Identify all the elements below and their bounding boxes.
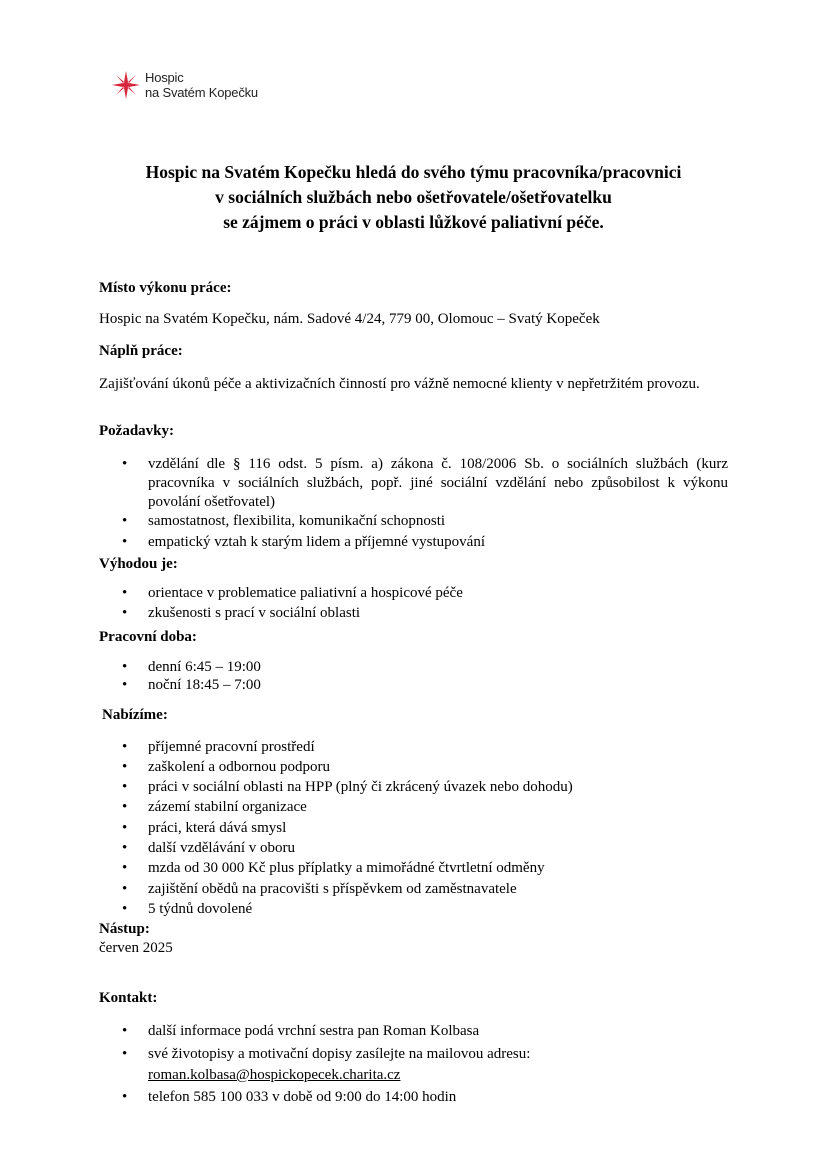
advantage-heading: Výhodou je: [99, 556, 178, 572]
contact-item-2: své životopisy a motivační dopisy zasílejte na mailovou adresu: [148, 1046, 531, 1062]
contact-item-3: telefon 585 100 033 v době od 9:00 do 14:00 hodin [148, 1089, 457, 1105]
bullet-icon: • [122, 739, 128, 755]
requirement-item-2: samostatnost, flexibilita, komunikační schopnosti [148, 513, 446, 529]
headline-line-1: Hospic na Svatém Kopečku hledá do svého týmu pracovníka/pracovnici [145, 162, 682, 182]
advantage-item-2: zkušenosti s prací v sociální oblasti [148, 605, 361, 621]
bullet-icon: • [122, 881, 128, 897]
duties-heading: Náplň práce: [99, 343, 183, 359]
requirements-heading: Požadavky: [99, 423, 174, 439]
logo [111, 70, 258, 100]
bullet-icon: • [122, 585, 128, 601]
contact-item-1: další informace podá vrchní sestra pan Roman Kolbasa [148, 1023, 480, 1039]
offer-item-9: 5 týdnů dovolené [148, 901, 253, 917]
duties-text: Zajišťování úkonů péče a aktivizačních činností pro vážně nemocné klienty v nepřetržitém provozu. [99, 376, 700, 392]
hours-heading: Pracovní doba: [99, 629, 197, 645]
contact-heading: Kontakt: [99, 990, 158, 1006]
start-heading: Nástup: [99, 921, 150, 937]
hours-item-2: noční 18:45 – 7:00 [148, 677, 261, 693]
headline-line-3: se zájmem o práci v oblasti lůžkové paliativní péče. [223, 212, 604, 232]
logo-line-1: Hospic [145, 70, 184, 85]
offer-item-1: příjemné pracovní prostředí [148, 739, 315, 755]
contact-email-link[interactable]: roman.kolbasa@hospickopecek.charita.cz [148, 1067, 401, 1083]
requirement-item-1: vzdělání dle § 116 odst. 5 písm. a) zákona č. 108/2006 Sb. o sociálních službách (kurz pracovníka v sociálních službách, popř. jiné sociální vzdělání nebo způsobilost k výkonu povolání ošetřovatel) [148, 456, 728, 510]
requirement-item-3: empatický vztah k starým lidem a příjemné vystupování [148, 534, 485, 550]
bullet-icon: • [122, 799, 128, 815]
bullet-icon: • [122, 534, 128, 550]
place-heading: Místo výkonu práce: [99, 280, 232, 296]
place-text: Hospic na Svatém Kopečku, nám. Sadové 4/24, 779 00, Olomouc – Svatý Kopeček [99, 311, 600, 327]
start-text: červen 2025 [99, 940, 173, 956]
bullet-icon: • [122, 1046, 128, 1062]
bullet-icon: • [122, 840, 128, 856]
offer-item-8: zajištění obědů na pracovišti s příspěvkem od zaměstnavatele [148, 881, 517, 897]
offer-item-7: mzda od 30 000 Kč plus příplatky a mimořádné čtvrtletní odměny [148, 860, 545, 876]
bullet-icon: • [122, 456, 128, 472]
bullet-icon: • [122, 677, 128, 693]
advantage-item-1: orientace v problematice paliativní a hospicové péče [148, 585, 463, 601]
logo-line-2: na Svatém Kopečku [145, 85, 258, 100]
hours-item-1: denní 6:45 – 19:00 [148, 659, 261, 675]
offer-item-6: další vzdělávání v oboru [148, 840, 296, 856]
bullet-icon: • [122, 820, 128, 836]
bullet-icon: • [122, 605, 128, 621]
offer-item-4: zázemí stabilní organizace [148, 799, 307, 815]
headline [0, 160, 827, 235]
bullet-icon: • [122, 659, 128, 675]
bullet-icon: • [122, 860, 128, 876]
bullet-icon: • [122, 901, 128, 917]
bullet-icon: • [122, 513, 128, 529]
offer-item-5: práci, která dává smysl [148, 820, 287, 836]
offer-heading: Nabízíme: [102, 707, 168, 723]
bullet-icon: • [122, 779, 128, 795]
bullet-icon: • [122, 759, 128, 775]
offer-item-2: zaškolení a odbornou podporu [148, 759, 331, 775]
offer-item-3: práci v sociální oblasti na HPP (plný či zkrácený úvazek nebo dohodu) [148, 779, 573, 795]
charita-flame-icon [111, 70, 141, 100]
logo-text [145, 70, 258, 100]
bullet-icon: • [122, 1023, 128, 1039]
headline-line-2: v sociálních službách nebo ošetřovatele/ošetřovatelku [215, 187, 612, 207]
bullet-icon: • [122, 1089, 128, 1105]
